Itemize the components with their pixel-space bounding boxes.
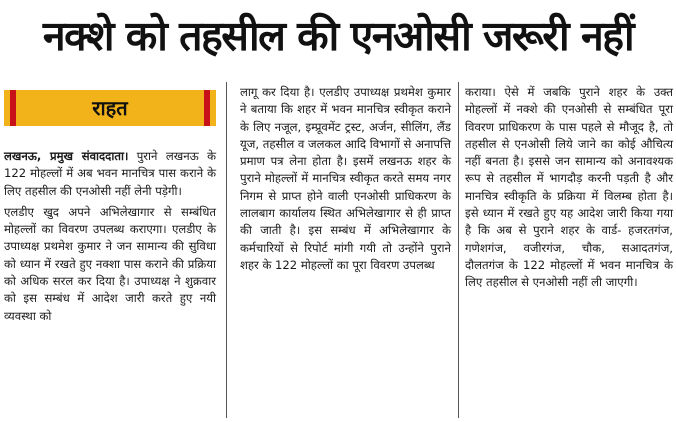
rahat-badge: [4, 86, 216, 126]
paragraph-text: पुराने लखनऊ के 122 मोहल्लों में अब भवन मानचित्र पास कराने के लिए तहसील की एनओसी नहीं लेनी पड़ेगी।: [4, 149, 217, 198]
paragraph: एलडीए खुद अपने अभिलेखागार से सम्बंधित मोहल्लों का विवरण उपलब्ध कराएगा। एलडीए के उपाध्यक्ष प्रथमेश कुमार ने जन सामान्य की सुविधा को ध्यान में रखते हुए नक्शा पास कराने की प्रक्रिया को अधिक सरल कर दिया है। उपाध्यक्ष ने शुक्रवार को इस सम्बंध में आदेश जारी करते हुए नयी व्यवस्था को: [4, 204, 216, 323]
headline: नक्शे को तहसील की एनओसी जरूरी नहीं: [42, 12, 634, 60]
paragraph: [4, 148, 216, 200]
article-column-1: [4, 84, 216, 329]
article-column-2: [240, 84, 451, 278]
paragraph: लागू कर दिया है। एलडीए उपाध्यक्ष प्रथमेश कुमार ने बताया कि शहर में भवन मानचित्र स्वीकृत कराने के लिए नजूल, इम्प्रूवमेंट ट्रस्ट, अर्जन, सीलिंग, लैंड यूज, तहसील व जलकल आदि विभागों से अनापत्ति प्रमाण पत्र लेना होता है। इसमें लखनऊ शहर के पुराने मोहल्लों में मानचित्र स्वीकृत करते समय नगर निगम से प्राप्त होने वाली एनओसी प्राधिकरण के लालबाग कार्यालय स्थित अभिलेखागार से ही प्राप्त की जाती है। इस सम्बंध में अभिलेखागार के कर्मचारियों से रिपोर्ट मांगी गयी तो उन्होंने पुराने शहर के 122 मोहल्लों का पूरा विवरण उपलब्ध: [240, 85, 451, 272]
column-divider: [458, 82, 459, 418]
paragraph: कराया। ऐसे में जबकि पुराने शहर के उक्त मोहल्लों में नक्शे की एनओसी से सम्बंधित पूरा विवरण प्राधिकरण के पास पहले से मौजूद है, तो तहसील से एनओसी लिये जाने का कोई औचित्य नहीं बनता है। इससे जन सामान्य को अनावश्यक रूप से तहसील में भागदौड़ करनी पड़ती है और मानचित्र स्वीकृति के प्रक्रिया में विलम्ब होता है। इसे ध्यान में रखते हुए यह आदेश जारी किया गया है कि अब से पुराने शहर के वार्ड- हजरतगंज, गणेशगंज, वजीरगंज, चौक, सआदतगंज, दौलतगंज के 122 मोहल्लों में भवन मानचित्र के लिए तहसील से एनओसी नहीं ली जाएगी।: [465, 85, 673, 290]
byline: लखनऊ, प्रमुख संवाददाता।: [4, 149, 129, 163]
badge-label: राहत: [92, 96, 128, 120]
article-column-3: [465, 84, 673, 296]
column-divider: [226, 82, 227, 418]
